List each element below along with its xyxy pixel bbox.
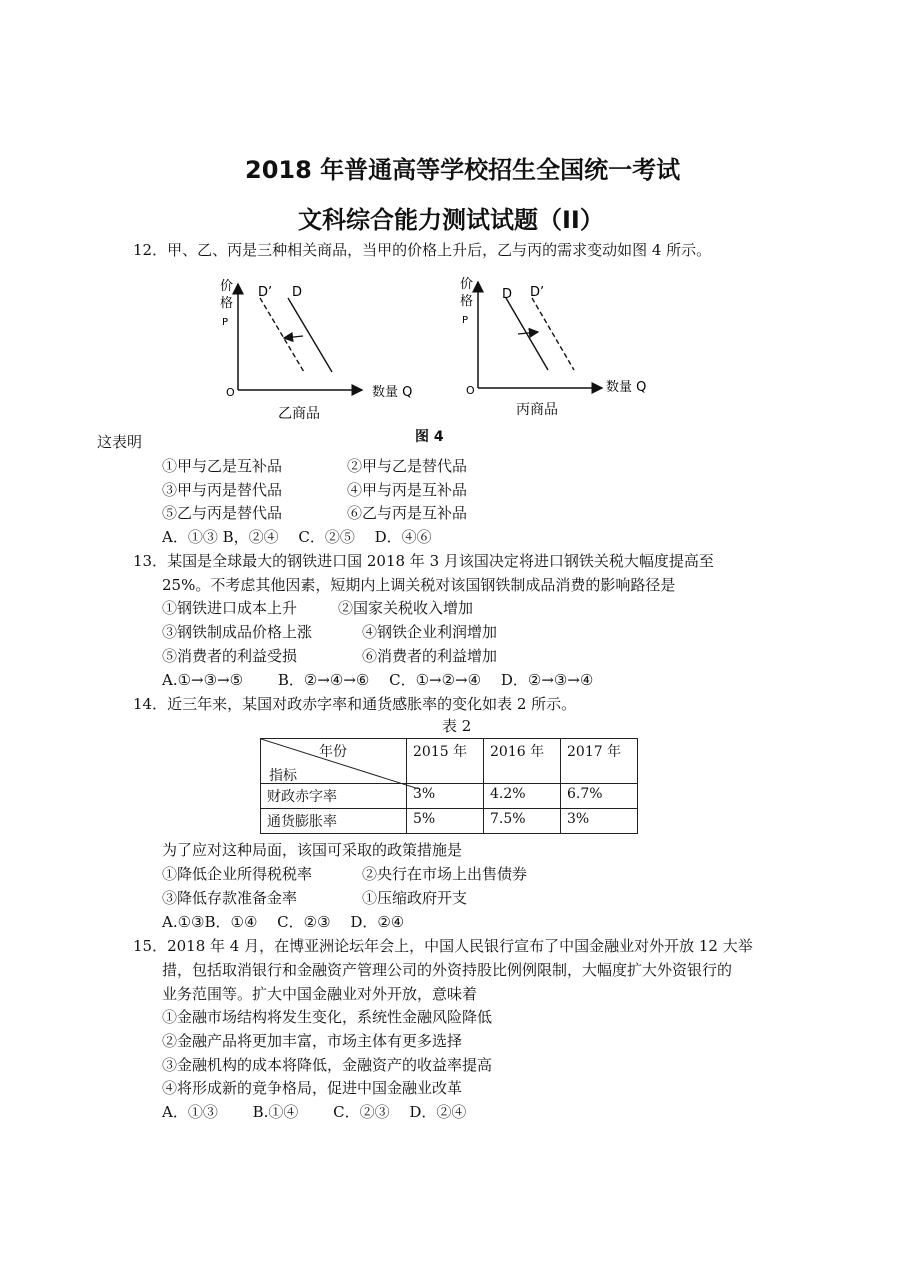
y-label-2: 格 xyxy=(220,296,234,311)
q13-stem-line1: 13．某国是全球最大的钢铁进口国 2018 年 3 月该国决定将进口钢铁关税大幅度提高至 xyxy=(133,552,714,570)
row-label: 财政赤字率 xyxy=(261,784,407,809)
figure-left-demand xyxy=(200,270,440,430)
cell-value: 4.2% xyxy=(484,784,561,809)
figure-right-caption: 丙商品 xyxy=(516,402,558,418)
q13-option-3: ③钢铁制成品价格上涨 xyxy=(162,623,313,641)
curve-label-d: D xyxy=(502,287,513,302)
table-row xyxy=(261,809,638,834)
cell-value: 3% xyxy=(407,784,484,809)
exam-title: 2018 年普通高等学校招生全国统一考试 xyxy=(245,156,681,184)
origin-label: O xyxy=(226,386,235,399)
q15-stem-line1: 15．2018 年 4 月，在博亚洲论坛年会上，中国人民银行宣布了中国金融业对外开放 12 大举 xyxy=(133,937,753,955)
header-year-3: 2017 年 xyxy=(561,739,638,784)
row-label: 通货膨胀率 xyxy=(261,809,407,834)
q15-stem-line3: 业务范围等。扩大中国金融业对外开放，意味着 xyxy=(162,985,478,1003)
y-label-1: 价 xyxy=(460,277,474,292)
q13-option-5: ⑤消费者的利益受损 xyxy=(162,647,298,665)
curve-label-d: D xyxy=(292,285,303,300)
y-label-1: 价 xyxy=(220,279,234,294)
exam-subtitle: 文科综合能力测试试题（II） xyxy=(298,206,604,234)
q12-option-6: ⑥乙与丙是互补品 xyxy=(347,504,468,522)
x-label: 数量 Q xyxy=(606,380,647,395)
table-corner-cell xyxy=(261,739,407,784)
demand-curve-d xyxy=(506,298,548,370)
q12-option-4: ④甲与丙是互补品 xyxy=(347,481,468,499)
q15-stem-line2: 措，包括取消银行和金融资产管理公司的外资持股比例例限制，大幅度扩大外资银行的 xyxy=(162,961,733,979)
cell-value: 7.5% xyxy=(484,809,561,834)
q14-option-4: ①压缩政府开支 xyxy=(362,889,468,907)
cell-value: 5% xyxy=(407,809,484,834)
demand-curve-d-prime xyxy=(260,298,304,372)
header-year-1: 2015 年 xyxy=(407,739,484,784)
q15-option-4: ④将形成新的竟争格局，促进中国金融业改革 xyxy=(162,1079,463,1097)
q14-stem: 14．近三年来，某国对政赤字率和通货感胀率的变化如表 2 所示。 xyxy=(133,695,577,713)
table-header-row xyxy=(261,739,638,784)
curve-label-d-prime: D’ xyxy=(258,285,273,300)
q15-answers: A．①③ B.①④ C．②③ D．②④ xyxy=(162,1103,467,1121)
q15-option-2: ②金融产品将更加丰富，市场主体有更多选择 xyxy=(162,1032,463,1050)
q14-lead: 为了应对这种局面，该国可采取的政策措施是 xyxy=(162,841,463,859)
q12-option-2: ②甲与乙是替代品 xyxy=(347,457,468,475)
cell-value: 3% xyxy=(561,809,638,834)
y-label-2: 格 xyxy=(460,294,474,309)
q13-answers: A.①→③→⑤ B．②→④→⑥ C．①→②→④ D．②→③→④ xyxy=(162,671,594,689)
q12-stem: 12．甲、乙、丙是三种相关商品，当甲的价格上升后，乙与丙的需求变动如图 4 所示。 xyxy=(133,241,712,259)
q13-stem-line2: 25%。不考虑其他因素，短期内上调关税对该国钢铁制成品消费的影响路径是 xyxy=(162,576,676,594)
q13-option-6: ⑥消费者的利益增加 xyxy=(362,647,498,665)
table-caption: 表 2 xyxy=(442,717,472,735)
x-label: 数量 Q xyxy=(372,385,413,400)
y-label-3: P xyxy=(222,317,229,328)
demand-curve-d-prime xyxy=(532,298,574,370)
q15-option-1: ①金融市场结构将发生变化，系统性金融风险降低 xyxy=(162,1008,493,1026)
figure-left-caption: 乙商品 xyxy=(278,406,320,422)
curve-label-d-prime: D’ xyxy=(530,285,545,300)
figure-right-demand xyxy=(440,270,680,430)
header-index: 指标 xyxy=(269,768,297,784)
q12-option-5: ⑤乙与丙是替代品 xyxy=(162,504,283,522)
shift-arrow-right xyxy=(518,332,538,334)
header-year: 年份 xyxy=(319,744,347,760)
origin-label: O xyxy=(466,384,475,397)
q15-option-3: ③金融机构的成本将降低，金融资产的收益率提高 xyxy=(162,1056,493,1074)
q14-answers: A.①③B．①④ C．②③ D．②④ xyxy=(162,913,405,931)
shift-arrow-left xyxy=(284,336,303,338)
q13-option-1: ①钢铁进口成本上升 xyxy=(162,599,298,617)
q12-option-3: ③甲与丙是替代品 xyxy=(162,481,283,499)
q12-answers: A．①③ B，②④ C．②⑤ D．④⑥ xyxy=(162,528,432,546)
q14-option-2: ②央行在市场上出售债券 xyxy=(362,865,528,883)
q12-option-1: ①甲与乙是互补品 xyxy=(162,457,283,475)
demand-curve-d xyxy=(288,298,332,372)
data-table xyxy=(260,738,638,834)
cell-value: 6.7% xyxy=(561,784,638,809)
y-label-3: P xyxy=(462,315,469,326)
figure-caption: 图 4 xyxy=(415,429,444,445)
q12-lead: 这表明 xyxy=(97,433,143,451)
header-year-2: 2016 年 xyxy=(484,739,561,784)
q14-option-3: ③降低存款准备金率 xyxy=(162,889,298,907)
q13-option-4: ④钢铁企业利润增加 xyxy=(362,623,498,641)
q13-option-2: ②国家关税收入增加 xyxy=(338,599,474,617)
q14-option-1: ①降低企业所得税税率 xyxy=(162,865,313,883)
